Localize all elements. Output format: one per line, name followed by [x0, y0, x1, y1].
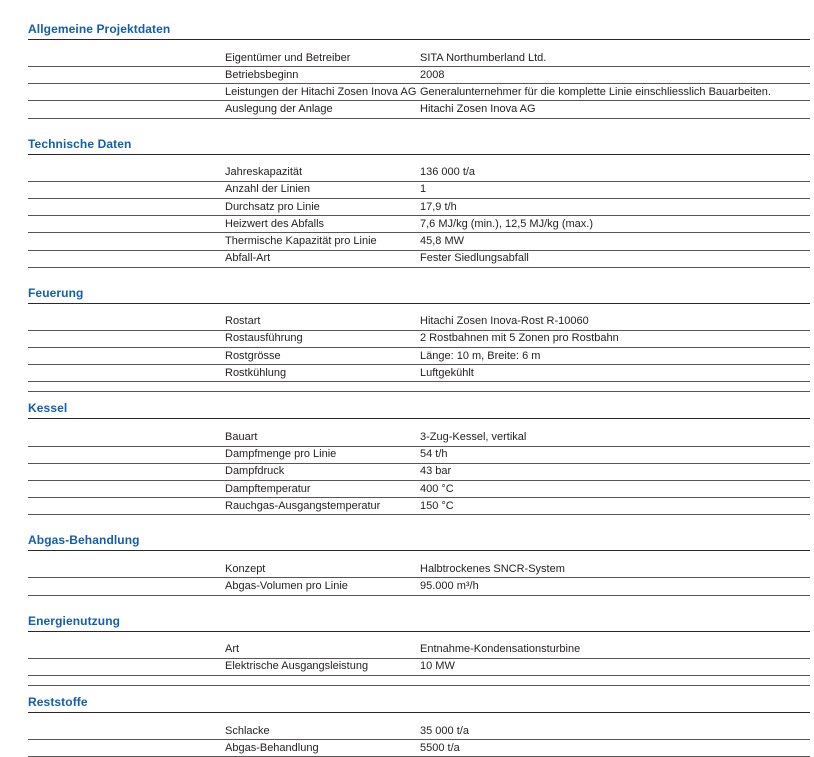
- section-title: Reststoffe: [28, 696, 810, 713]
- row-value: 150 °C: [420, 499, 454, 512]
- row-value: Generalunternehmer für die komplette Linie einschliesslich Bauarbeiten.: [420, 85, 771, 98]
- row-label: Art: [225, 643, 240, 656]
- table-row: [28, 481, 810, 498]
- row-label: Abfall-Art: [225, 252, 271, 265]
- row-label: Betriebsbeginn: [225, 68, 299, 81]
- row-value: Fester Siedlungsabfall: [420, 252, 529, 265]
- table-row: [28, 642, 810, 659]
- row-value: 5500 t/a: [420, 741, 460, 754]
- table-row: [28, 498, 810, 515]
- row-label: Schlacke: [225, 724, 270, 737]
- table-row: [28, 447, 810, 464]
- datasheet: [28, 23, 810, 757]
- row-value: 2 Rostbahnen mit 5 Zonen pro Rostbahn: [420, 332, 619, 345]
- row-value: 54 t/h: [420, 448, 448, 461]
- datasheet-section: [28, 287, 810, 393]
- row-label: Dampfdruck: [225, 465, 285, 478]
- section-rows: [28, 642, 810, 686]
- row-value: Luftgekühlt: [420, 366, 474, 379]
- row-value: 10 MW: [420, 660, 455, 673]
- row-value: 95.000 m³/h: [420, 580, 479, 593]
- row-value: 136 000 t/a: [420, 166, 476, 179]
- datasheet-section: [28, 696, 810, 757]
- section-rows: [28, 50, 810, 119]
- section-rows: [28, 723, 810, 757]
- row-value: 3-Zug-Kessel, vertikal: [420, 430, 527, 443]
- table-row: [28, 251, 810, 268]
- row-value: 35 000 t/a: [420, 724, 469, 737]
- row-value: 17,9 t/h: [420, 200, 457, 213]
- section-rows: [28, 561, 810, 595]
- table-row: [28, 740, 810, 757]
- row-value: 45,8 MW: [420, 234, 465, 247]
- section-rows: [28, 165, 810, 268]
- table-row: [28, 216, 810, 233]
- row-label: Rauchgas-Ausgangstemperatur: [225, 499, 381, 512]
- row-value: 400 °C: [420, 482, 454, 495]
- table-row: [28, 348, 810, 365]
- table-row: [28, 50, 810, 67]
- row-label: Leistungen der Hitachi Zosen Inova AG: [225, 85, 417, 98]
- row-value: Entnahme-Kondensationsturbine: [420, 643, 581, 656]
- row-label: Bauart: [225, 430, 258, 443]
- section-rows: [28, 314, 810, 393]
- row-label: Thermische Kapazität pro Linie: [225, 234, 377, 247]
- row-value: Hitachi Zosen Inova-Rost R-10060: [420, 315, 589, 328]
- table-row: [28, 464, 810, 481]
- row-value: 2008: [420, 68, 445, 81]
- table-row: [28, 84, 810, 101]
- table-row: [28, 561, 810, 578]
- datasheet-section: [28, 615, 810, 686]
- row-label: Dampfmenge pro Linie: [225, 448, 337, 461]
- row-label: Dampftemperatur: [225, 482, 311, 495]
- section-rows: [28, 429, 810, 515]
- table-row: [28, 314, 810, 331]
- row-label: Anzahl der Linien: [225, 183, 311, 196]
- row-value: 7,6 MJ/kg (min.), 12,5 MJ/kg (max.): [420, 217, 593, 230]
- table-row: [28, 723, 810, 740]
- row-label: Konzept: [225, 562, 266, 575]
- table-row: [28, 429, 810, 446]
- table-row: [28, 199, 810, 216]
- empty-row: [28, 382, 810, 392]
- datasheet-section: [28, 534, 810, 595]
- table-row: [28, 165, 810, 182]
- row-value: SITA Northumberland Ltd.: [420, 51, 547, 64]
- row-value: 43 bar: [420, 465, 452, 478]
- table-row: [28, 659, 810, 676]
- row-label: Abgas-Volumen pro Linie: [225, 580, 348, 593]
- row-label: Durchsatz pro Linie: [225, 200, 320, 213]
- row-label: Heizwert des Abfalls: [225, 217, 325, 230]
- table-row: [28, 578, 810, 595]
- row-value: Halbtrockenes SNCR-System: [420, 562, 565, 575]
- section-title: Energienutzung: [28, 615, 810, 632]
- row-label: Abgas-Behandlung: [225, 741, 319, 754]
- row-label: Elektrische Ausgangsleistung: [225, 660, 369, 673]
- table-row: [28, 182, 810, 199]
- table-row: [28, 101, 810, 118]
- empty-row: [28, 676, 810, 686]
- table-row: [28, 365, 810, 382]
- datasheet-section: [28, 138, 810, 268]
- row-label: Auslegung der Anlage: [225, 103, 333, 116]
- row-label: Eigentümer und Betreiber: [225, 51, 351, 64]
- datasheet-section: [28, 23, 810, 119]
- row-label: Rostausführung: [225, 332, 303, 345]
- section-title: Abgas-Behandlung: [28, 534, 810, 551]
- table-row: [28, 331, 810, 348]
- section-title: Allgemeine Projektdaten: [28, 23, 810, 40]
- section-title: Kessel: [28, 402, 810, 419]
- row-label: Rostkühlung: [225, 366, 287, 379]
- row-label: Rostart: [225, 315, 261, 328]
- row-value: Länge: 10 m, Breite: 6 m: [420, 349, 541, 362]
- datasheet-section: [28, 402, 810, 515]
- table-row: [28, 233, 810, 250]
- section-title: Feuerung: [28, 287, 810, 304]
- table-row: [28, 67, 810, 84]
- row-value: Hitachi Zosen Inova AG: [420, 103, 536, 116]
- row-label: Rostgrösse: [225, 349, 281, 362]
- row-label: Jahreskapazität: [225, 166, 303, 179]
- row-value: 1: [420, 183, 427, 196]
- section-title: Technische Daten: [28, 138, 810, 155]
